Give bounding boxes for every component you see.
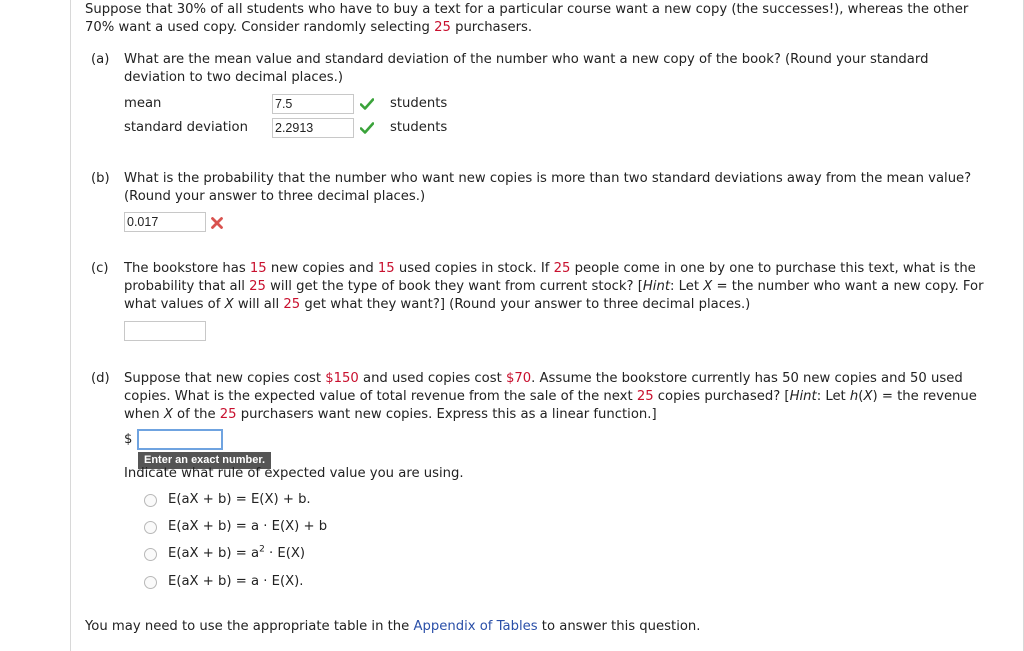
- rule-option-3-label: $E(aX + b) = a^2 \cdot E(X)$: [168, 544, 306, 561]
- part-b-question-line-1: What is the probability that the number who want new copies is more than two standard deviations away from the mean value?: [124, 171, 972, 186]
- part-d-question-line-2: copies. What is the expected value of total revenue from the sale of the next 25 copies purchased? [Hint: Let h(X) = the revenue: [124, 389, 977, 404]
- part-a-question-line-2: deviation to two decimal places.): [124, 70, 344, 85]
- part-b-question-line-2: (Round your answer to three decimal places.): [124, 189, 426, 204]
- intro-line-1: Suppose that 30% of all students who have to buy a text for a particular course want a new copy (the successes!), whereas the other: [85, 2, 969, 17]
- part-b-letter: (b): [91, 171, 110, 186]
- rule-prompt: Indicate what rule of expected value you are using.: [124, 466, 464, 481]
- incorrect-x-icon: [210, 216, 224, 230]
- part-a-letter: (a): [91, 52, 110, 67]
- part-a-question-line-1: What are the mean value and standard deviation of the number who want a new copy of the book? (Round your standard: [124, 52, 929, 67]
- part-d-question-line-3: when X of the 25 purchasers want new copies. Express this as a linear function.]: [124, 407, 657, 422]
- rule-option-1-label: E(aX + b) = E(X) + b.: [168, 492, 311, 507]
- input-tooltip: Enter an exact number.: [138, 452, 271, 469]
- part-d-question-line-1: Suppose that new copies cost $150 and used copies cost $70. Assume the bookstore currently has 50 new copies and 50 used: [124, 371, 963, 386]
- mean-label: mean: [124, 96, 162, 111]
- rule-option-4-label: E(aX + b) = a · E(X).: [168, 574, 304, 589]
- footer-note: You may need to use the appropriate table in the Appendix of Tables to answer this question.: [85, 619, 701, 634]
- correct-check-icon: [360, 121, 374, 135]
- rule-option-2-label: E(aX + b) = a · E(X) + b: [168, 519, 328, 534]
- part-d-letter: (d): [91, 371, 110, 386]
- part-c-letter: (c): [91, 261, 109, 276]
- part-c-answer-input[interactable]: [124, 321, 206, 341]
- sd-input[interactable]: 2.2913: [272, 118, 354, 138]
- part-c-question-line-1: The bookstore has 15 new copies and 15 used copies in stock. If 25 people come in one by one to purchase this text, what is the: [124, 261, 976, 276]
- part-b-answer-input[interactable]: 0.017: [124, 212, 206, 232]
- correct-check-icon: [360, 97, 374, 111]
- mean-unit: students: [390, 96, 448, 111]
- sd-unit: students: [390, 120, 448, 135]
- appendix-link[interactable]: Appendix of Tables: [413, 619, 538, 634]
- part-c-question-line-3: what values of X will all 25 get what they want?] (Round your answer to three decimal places.): [124, 297, 751, 312]
- revenue-answer-input[interactable]: [137, 429, 223, 450]
- part-c-question-line-2: probability that all 25 will get the type of book they want from current stock? [Hint: Let X = the number who want a new copy. For: [124, 279, 984, 294]
- rule-option-1-radio[interactable]: [144, 494, 157, 507]
- rule-option-4-radio[interactable]: [144, 576, 157, 589]
- mean-input[interactable]: 7.5: [272, 94, 354, 114]
- rule-option-2-radio[interactable]: [144, 521, 157, 534]
- dollar-sign: $: [124, 432, 133, 447]
- rule-option-3-radio[interactable]: [144, 548, 157, 561]
- sd-label: standard deviation: [124, 120, 248, 135]
- intro-line-2: 70% want a used copy. Consider randomly selecting 25 purchasers.: [85, 20, 533, 35]
